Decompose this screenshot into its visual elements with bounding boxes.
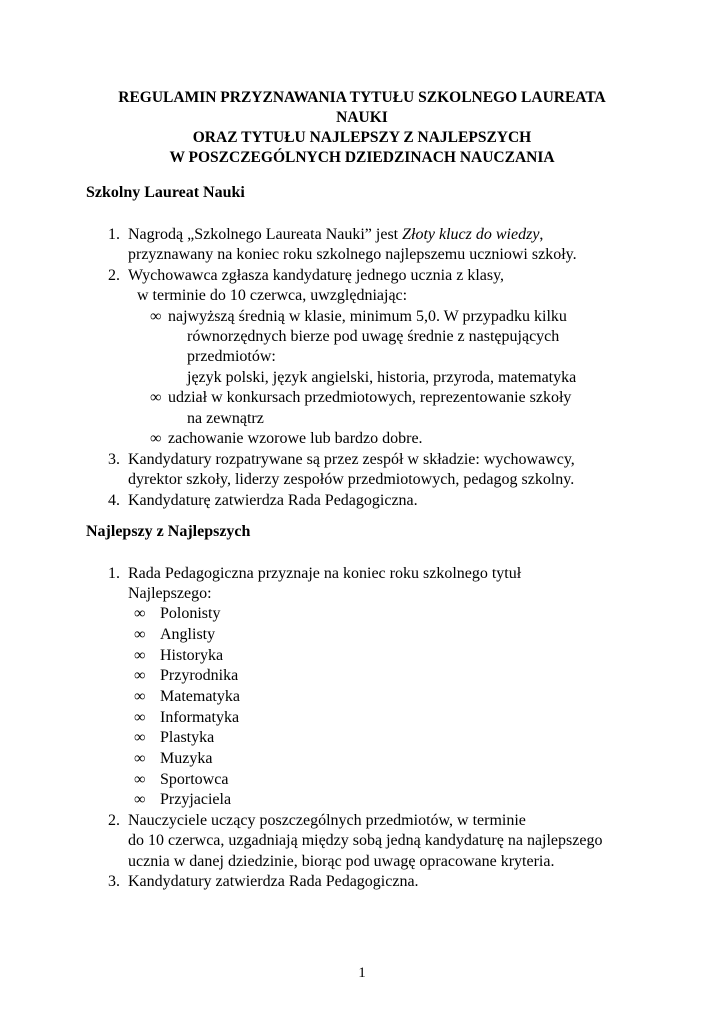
criterion-text: na zewnątrz	[187, 410, 264, 427]
infinity-bullet-icon: ∞	[134, 771, 146, 788]
list-item-text: do 10 czerwca, uzgadniają między sobą jedną kandydaturę na najlepszego	[128, 832, 603, 849]
title-item: Muzyka	[160, 750, 213, 767]
list-item-text: przyznawany na koniec roku szkolnego najlepszemu uczniowi szkoły.	[128, 246, 577, 263]
title-item: Matematyka	[160, 688, 240, 705]
criterion-text: zachowanie wzorowe lub bardzo dobre.	[168, 430, 423, 447]
list-number: 4.	[108, 492, 120, 509]
list-item-text: Kandydatury zatwierdza Rada Pedagogiczna.	[128, 873, 419, 890]
title-line-3: ORAZ TYTUŁU NAJLEPSZY Z NAJLEPSZYCH	[192, 129, 532, 146]
list-item-text: Kandydatury rozpatrywane są przez zespół w składzie: wychowawcy,	[128, 451, 575, 468]
title-item: Przyjaciela	[160, 791, 232, 808]
list-item-text: w terminie do 10 czerwca, uwzględniając:	[137, 287, 408, 304]
infinity-bullet-icon: ∞	[134, 729, 146, 746]
list-number: 3.	[108, 873, 120, 890]
title-line-2: NAUKI	[336, 109, 388, 126]
title-item: Informatyka	[160, 709, 240, 726]
list-item-text: Rada Pedagogiczna przyznaje na koniec roku szkolnego tytuł	[128, 565, 522, 582]
title-item: Historyka	[160, 647, 224, 664]
criterion-text: udział w konkursach przedmiotowych, reprezentowanie szkoły	[168, 389, 572, 406]
section-heading-laureat: Szkolny Laureat Nauki	[86, 184, 245, 201]
infinity-bullet-icon: ∞	[134, 709, 146, 726]
award-name: Złoty klucz do wiedzy	[402, 226, 540, 243]
criterion-text: równorzędnych bierze pod uwagę średnie z następujących	[187, 328, 560, 345]
criterion-text: przedmiotów:	[187, 348, 276, 365]
list-item-text: ucznia w danej dziedzinie, biorąc pod uwagę opracowane kryteria.	[128, 853, 555, 870]
title-item: Przyrodnika	[160, 667, 239, 684]
infinity-bullet-icon: ∞	[150, 308, 162, 325]
list-number: 2.	[108, 267, 120, 284]
list-item-text: Najlepszego:	[128, 585, 212, 602]
criterion-text: najwyższą średnią w klasie, minimum 5,0. W przypadku kilku	[168, 308, 567, 325]
criterion-text: język polski, język angielski, historia, przyroda, matematyka	[187, 369, 577, 386]
list-number: 1.	[108, 226, 120, 243]
title-item: Plastyka	[160, 729, 215, 746]
title-item: Polonisty	[160, 605, 221, 622]
infinity-bullet-icon: ∞	[134, 791, 146, 808]
list-number: 3.	[108, 451, 120, 468]
document-title	[60, 88, 664, 168]
infinity-bullet-icon: ∞	[134, 647, 146, 664]
section-heading-najlepszy: Najlepszy z Najlepszych	[86, 523, 251, 540]
list-item-text: Nagrodą „Szkolnego Laureata Nauki” jest Złoty klucz do wiedzy,	[128, 226, 544, 243]
title-line-4: W POSZCZEGÓLNYCH DZIEDZINACH NAUCZANIA	[169, 149, 555, 166]
list-item-text: Kandydaturę zatwierdza Rada Pedagogiczna.	[128, 492, 418, 509]
infinity-bullet-icon: ∞	[134, 605, 146, 622]
list-item-text: Nauczyciele uczący poszczególnych przedmiotów, w terminie	[128, 812, 526, 829]
list-number: 2.	[108, 812, 120, 829]
list-item-text: Wychowawca zgłasza kandydaturę jednego ucznia z klasy,	[128, 267, 505, 284]
list-item-text: dyrektor szkoły, liderzy zespołów przedmiotowych, pedagog szkolny.	[128, 471, 575, 488]
infinity-bullet-icon: ∞	[150, 430, 162, 447]
infinity-bullet-icon: ∞	[150, 389, 162, 406]
title-item: Sportowca	[160, 771, 229, 788]
infinity-bullet-icon: ∞	[134, 626, 146, 643]
infinity-bullet-icon: ∞	[134, 667, 146, 684]
title-item: Anglisty	[160, 626, 216, 643]
list-number: 1.	[108, 565, 120, 582]
title-line-1: REGULAMIN PRZYZNAWANIA TYTUŁU SZKOLNEGO LAUREATA	[118, 89, 606, 106]
infinity-bullet-icon: ∞	[134, 750, 146, 767]
infinity-bullet-icon: ∞	[134, 688, 146, 705]
page-number: 1	[358, 965, 366, 981]
